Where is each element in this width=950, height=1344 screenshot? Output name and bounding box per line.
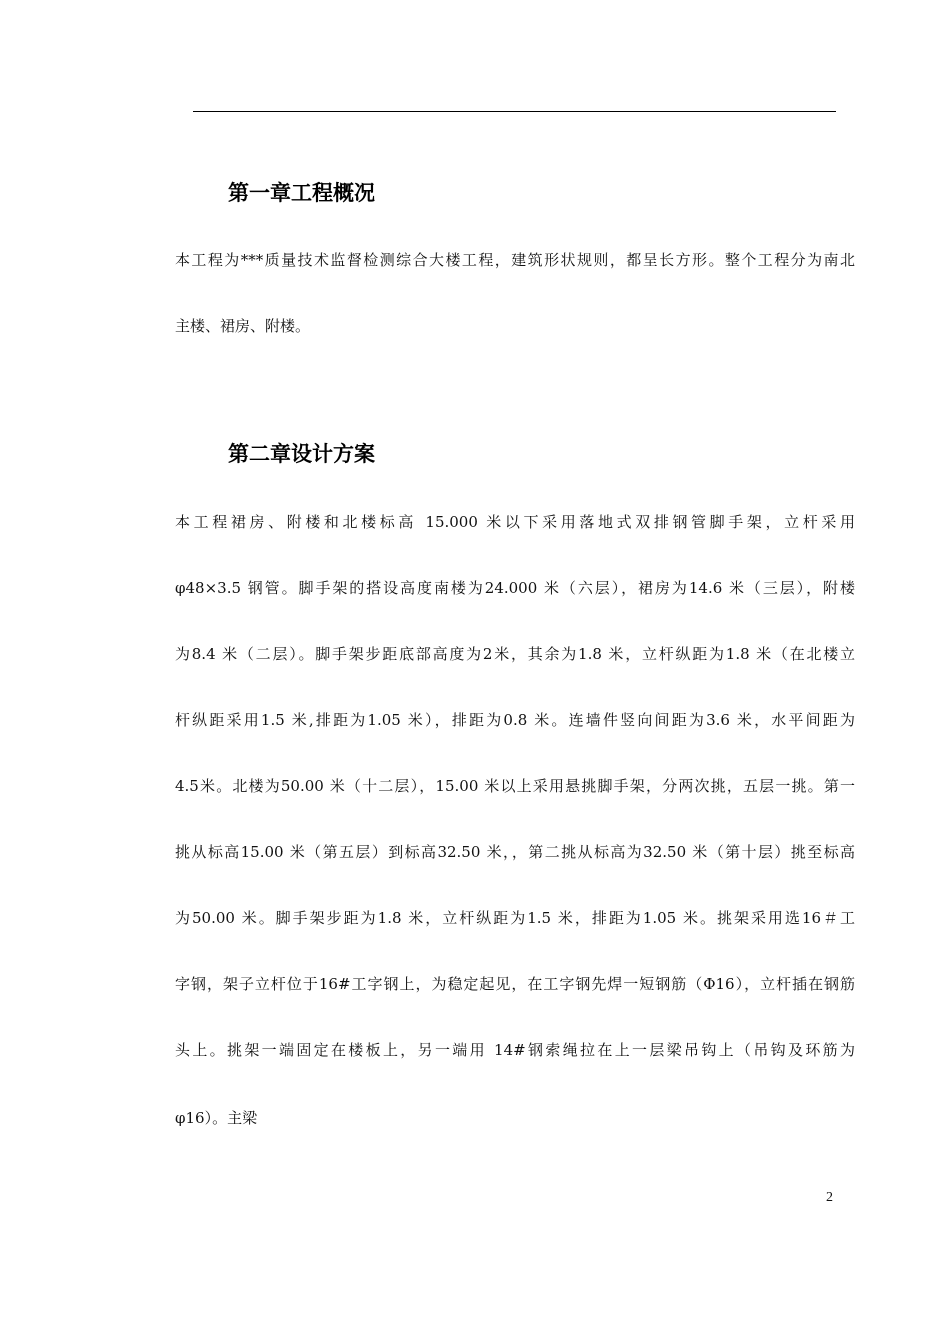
- paragraph-line: φ48×3.5 钢管。脚手架的搭设高度南楼为24.000 米（六层），裙房为14.6 米（三层），附楼: [175, 579, 855, 597]
- paragraph-line: 头上。挑架一端固定在楼板上，另一端用 14#钢索绳拉在上一层梁吊钩上（吊钩及环筋为: [175, 1041, 855, 1059]
- paragraph-line: 4.5米。北楼为50.00 米（十二层），15.00 米以上采用悬挑脚手架，分两次挑，五层一挑。第一: [175, 777, 855, 795]
- paragraph-line: 本工程为***质量技术监督检测综合大楼工程，建筑形状规则，都呈长方形。整个工程分为南北: [175, 251, 855, 269]
- paragraph-line: 字钢，架子立杆位于16#工字钢上，为稳定起见，在工字钢先焊一短钢筋（Φ16），立杆插在钢筋: [175, 975, 855, 993]
- paragraph-line: 挑从标高15.00 米（第五层）到标高32.50 米，，第二挑从标高为32.50 米（第十层）挑至标高: [175, 843, 855, 861]
- paragraph-line: 为8.4 米（二层）。脚手架步距底部高度为2米，其余为1.8 米，立杆纵距为1.8 米（在北楼立: [175, 645, 855, 663]
- paragraph-line: 本工程裙房、附楼和北楼标高 15.000 米以下采用落地式双排钢管脚手架，立杆采用: [175, 513, 855, 531]
- header-rule: [193, 111, 836, 112]
- paragraph-line: 主楼、裙房、附楼。: [175, 317, 311, 335]
- chapter-1-title: 第一章工程概况: [228, 181, 375, 205]
- paragraph-line: 杆纵距采用1.5 米,排距为1.05 米），排距为0.8 米。连墙件竖向间距为3.6 米，水平间距为: [175, 711, 855, 729]
- chapter-2-title: 第二章设计方案: [228, 442, 375, 466]
- paragraph-line: φ16）。主梁: [175, 1109, 258, 1127]
- paragraph-line: 为50.00 米。脚手架步距为1.8 米，立杆纵距为1.5 米，排距为1.05 米。挑架采用选16＃工: [175, 909, 855, 927]
- page-number: 2: [826, 1190, 833, 1205]
